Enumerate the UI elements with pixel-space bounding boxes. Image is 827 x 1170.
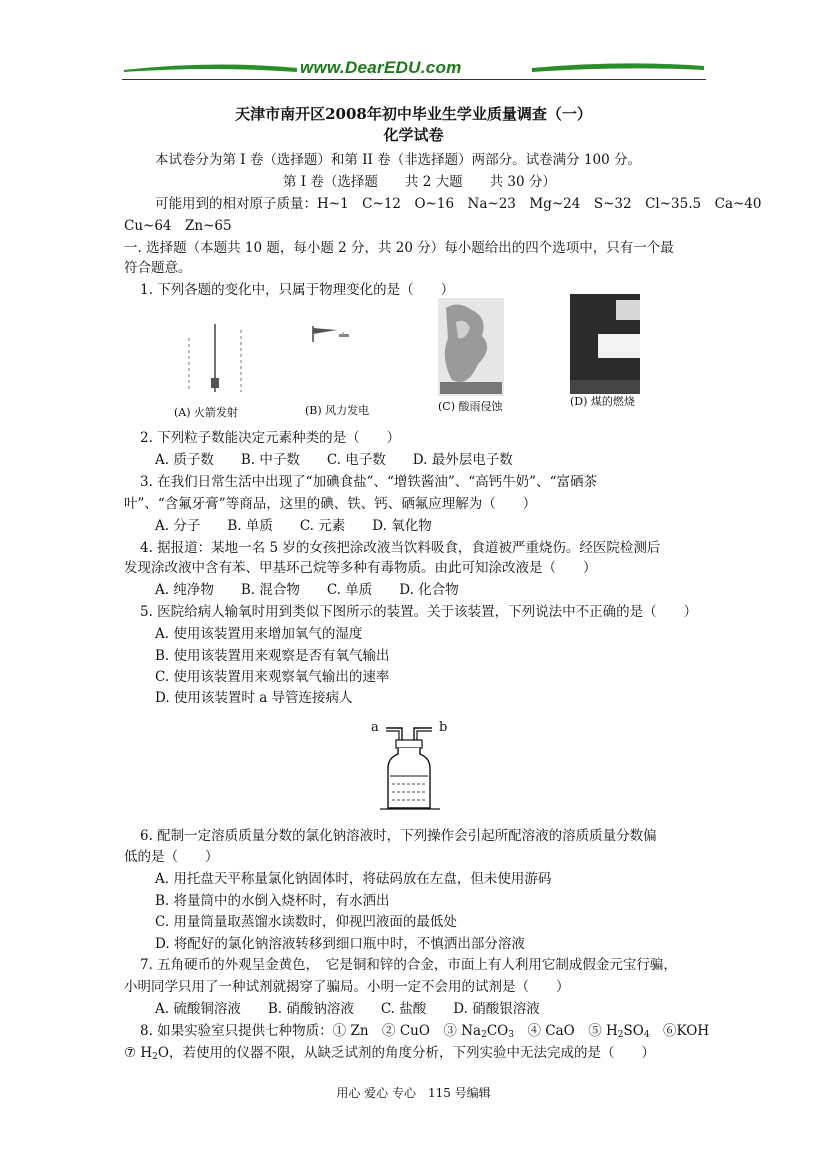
q8-line1-text-a: 8. 如果实验室只提供七种物质：① Zn ② CuO ③ Na [140, 1023, 482, 1039]
site-logo[interactable]: www.DearEDU.com [300, 58, 462, 77]
q8-line2-text-b: O，若使用的仪器不限，从缺乏试剂的角度分析，下列实验中无法完成的是（ ） [157, 1045, 655, 1061]
gas-washing-bottle-figure [380, 722, 440, 812]
q8-line1-text-c: ④ CaO ⑤ H [513, 1023, 618, 1039]
q1-figure-b-label: (B) 风力发电 [305, 404, 370, 417]
q2-stem: 2. 下列粒子数能决定元素种类的是（ ） [140, 430, 401, 446]
q8-line1-text-b: CO [486, 1023, 509, 1039]
q7-line1: 7. 五角硬币的外观呈金黄色， 它是铜和锌的合金，市面上有人利用它制成假金元宝行骗， [140, 957, 677, 973]
q6-option-d: D. 将配好的氯化钠溶液转移到细口瓶中时，不慎洒出部分溶液 [155, 936, 525, 952]
q8-sub-4: 4 [643, 1030, 650, 1040]
tube-b-label: b [439, 720, 448, 735]
section1-line2: 符合题意。 [124, 260, 192, 276]
q1-figure-d-label: (D) 煤的燃烧 [570, 395, 635, 408]
q1-figure-a-label: (A) 火箭发射 [174, 406, 239, 419]
page-subtitle: 化学试卷 [383, 126, 444, 144]
q8-line1-text-d: SO [623, 1023, 644, 1039]
q6-line1: 6. 配制一定溶质质量分数的氯化钠溶液时，下列操作会引起所配溶液的溶质质量分数偏 [140, 828, 657, 844]
q8-line1 [140, 1019, 709, 1040]
q4-line1: 4. 据报道：某地一名 5 岁的女孩把涂改液当饮料吸食，食道被严重烧伤。经医院检测后 [140, 540, 661, 556]
q5-option-a: A. 使用该装置用来增加氧气的湿度 [155, 626, 363, 642]
q2-options: A. 质子数 B. 中子数 C. 电子数 D. 最外层电子数 [155, 452, 513, 468]
wind-power-figure [303, 312, 383, 398]
q3-line1: 3. 在我们日常生活中出现了“加碘食盐”、“增铁酱油”、“高钙牛奶”、“富硒茶 [140, 474, 597, 490]
section1-line1: 一. 选择题（本题共 10 题，每小题 2 分，共 20 分）每小题给出的四个选项中，只有一个最 [124, 240, 674, 256]
q5-option-d: D. 使用该装置时 a 导管连接病人 [155, 690, 353, 706]
q8-sub-3: 3 [508, 1030, 514, 1040]
q1-figure-c-label: (C) 酸雨侵蚀 [438, 400, 503, 413]
q7-options: A. 硫酸铜溶液 B. 硝酸钠溶液 C. 盐酸 D. 硝酸银溶液 [155, 1001, 540, 1017]
q6-option-c: C. 用量筒量取蒸馏水读数时，仰视凹液面的最低处 [155, 914, 457, 930]
q7-line2: 小明同学只用了一种试剂就揭穿了骗局。小明一定不会用的试剂是（ ） [124, 979, 570, 995]
part1-heading: 第 I 卷（选择题 共 2 大题 共 30 分） [283, 174, 556, 190]
q5-option-c: C. 使用该装置用来观察氧气输出的速率 [155, 669, 390, 685]
q1-stem: 1. 下列各题的变化中，只属于物理变化的是（ ） [140, 282, 455, 298]
coal-burning-figure [570, 294, 640, 394]
page-title: 天津市南开区2008年初中毕业生学业质量调查（一） [235, 105, 592, 123]
q5-stem: 5. 医院给病人输氧时用到类似下图所示的装置。关于该装置，下列说法中不正确的是（ ） [140, 604, 698, 620]
q8-line2-sub: 2 [152, 1052, 158, 1062]
tube-a-label: a [371, 720, 379, 735]
page-footer: 用心 爱心 专心 115 号编辑 [336, 1086, 491, 1100]
q3-line2: 叶”、“含氟牙膏”等商品，这里的碘、铁、钙、硒氟应理解为（ ） [124, 496, 537, 512]
q6-option-a: A. 用托盘天平称量氯化钠固体时，将砝码放在左盘，但未使用游码 [155, 871, 552, 887]
q4-line2: 发现涂改液中含有苯、甲基环己烷等多种有毒物质。由此可知涂改液是（ ） [124, 560, 597, 576]
q8-line2-text-a: ⑦ H [124, 1045, 153, 1061]
atomic-mass-line2: Cu~64 Zn~65 [124, 218, 232, 234]
atomic-mass-line1: 可能用到的相对原子质量：H~1 C~12 O~16 Na~23 Mg~24 S~32 Cl~35.5 Ca~40 [155, 196, 762, 212]
acid-rain-figure [438, 298, 504, 396]
q6-option-b: B. 将量筒中的水倒入烧杯时，有水洒出 [155, 893, 390, 909]
rocket-launch-figure [175, 318, 255, 404]
intro-text: 本试卷分为第 I 卷（选择题）和第 II 卷（非选择题）两部分。试卷满分 100 分。 [155, 152, 642, 168]
q5-option-b: B. 使用该装置用来观察是否有氧气输出 [155, 648, 390, 664]
q6-line2: 低的是（ ） [124, 849, 219, 865]
header-rule [122, 79, 706, 80]
q3-options: A. 分子 B. 单质 C. 元素 D. 氧化物 [155, 518, 432, 534]
q8-line2 [124, 1041, 655, 1062]
q8-sub-2b: 2 [617, 1030, 624, 1040]
q8-line1-text-e: ⑥KOH [649, 1023, 710, 1039]
q8-sub-2: 2 [481, 1030, 487, 1040]
q4-options: A. 纯净物 B. 混合物 C. 单质 D. 化合物 [155, 582, 459, 598]
